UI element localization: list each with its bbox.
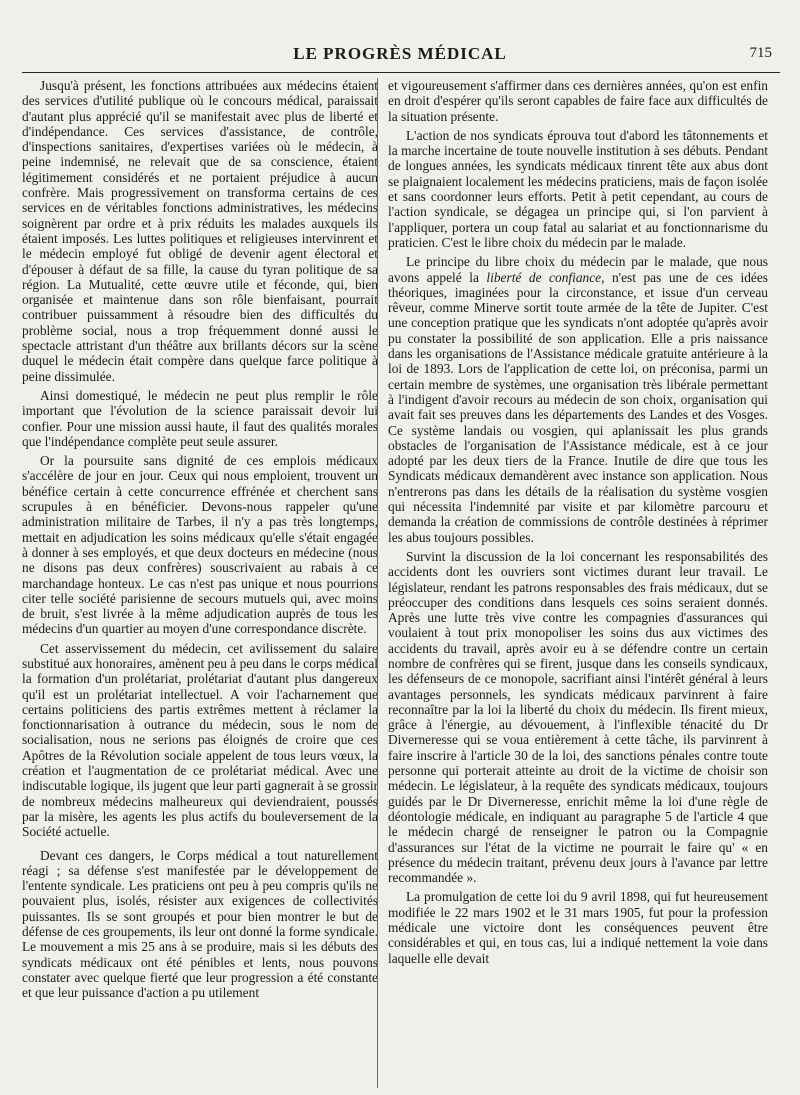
running-title: LE PROGRÈS MÉDICAL [293,44,507,63]
right-column [388,78,768,970]
paragraph: et vigoureusement s'affirmer dans ces dernières années, qu'on est enfin en droit d'espérer qu'ils seront capables de faire face aux difficultés de la situation présente. [388,78,768,124]
page-number: 715 [749,45,772,61]
emphasis-liberte-de-confiance: liberté de confiance [486,269,602,285]
paragraph: Or la poursuite sans dignité de ces emplois médicaux s'accélère de jour en jour. Ceux qui nous emploient, trouvent un bénéfice certain à cette concurrence effrénée et cherchent sans scrupules à en bénéficier. Devons-nous rappeler qu'une administration militaire de Tarbes, il n'y a pas très longtemps, mettait en adjudication les soins médicaux qu'elle s'était engagée à donner à ses employés, et que deux docteurs en médecine (nous ne disons pas deux confrères) souscrivaient au rabais à ce marchandage honteux. Le cas n'est pas unique et nous pourrions citer telle société parisienne de secours mutuels qui, avec moins de bruit, s'est livrée à la même adjudication auprès de tous les médecins d'un quartier au moyen d'une correspondance discrète. [22,453,378,637]
header-rule [22,72,780,73]
paragraph: L'action de nos syndicats éprouva tout d'abord les tâtonnements et la marche incertaine de toute nouvelle institution à ses débuts. Pendant de longues années, les syndicats médicaux tinrent tête aux abus dont se plaignaient localement les médecins praticiens, mais de façon isolée et sans coordonner leurs efforts. Petit à petit cependant, au cours de l'action syndicale, se dégagea un principe qui, si l'on parvient à l'appliquer, portera un coup fatal au salariat et au fonctionnarisme du praticien. C'est le libre choix du médecin par le malade. [388,127,768,250]
page-header [20,44,780,70]
paragraph: La promulgation de cette loi du 9 avril 1898, qui fut heureusement modifiée le 22 mars 1902 et le 31 mars 1905, fut pour la profession médicale une victoire dont les conséquences peuvent être considérables et qui, en tous cas, lui a indiqué nettement la voie dans laquelle elle devait [388,889,768,966]
paragraph [388,254,768,545]
paragraph: Devant ces dangers, le Corps médical a tout naturellement réagi ; sa défense s'est manifestée par le développement de l'entente syndicale. Les praticiens ont peu à peu compris qu'ils ne pouvaient plus, isolés, résister aux exigences de collectivités puissantes. Ils se sont groupés et pour bien montrer le but de défense de ces groupements, ils leur ont donné la forme syndicale. Le mouvement a mis 25 ans à se produire, mais si les débuts des syndicats médicaux ont été pénibles et lents, nous pouvons constater avec quelque fierté que leur progression a été constante et que leur puissance d'action a pu utilement [22,847,378,1001]
paragraph: Jusqu'à présent, les fonctions attribuées aux médecins étaient des services d'utilité publique où le concours médical, paraissait d'autant plus apprécié qu'il se manifestait avec plus de liberté et d'indépendance. Ces services d'assistance, de contrôle, d'inspections sanitaires, d'expertises variées où le médecin, à peine indemnisé, ne relevait que de sa conscience, étaient légitimement considérés et ne portaient préjudice à aucun confrère. Mais progressivement on transforma certains de ces services en de véritables fonctions administratives, les médecins soignèrent par ordre et à prix réduits les malades auxquels ils étaient imposés. Les luttes politiques et religieuses intervinrent et le médecin employé fut obligé de devenir agent électoral et d'épouser à défaut de sa fille, la cause du tyran politique de sa région. La Mutualité, cette œuvre utile et féconde, qui, bien organisée et maintenue dans son rôle bienfaisant, pourrait contribuer puissamment à résoudre bien des difficultés du problème social, nous a trop fréquemment donné aussi le spectacle attristant d'un théâtre aux brillants décors sur la scène duquel le médecin était compère dans quelque farce politique à peine dissimulée. [22,78,378,384]
left-column [22,78,378,1005]
paragraph: Ainsi domestiqué, le médecin ne peut plus remplir le rôle important que l'évolution de la science paraissait devoir lui confier. Pour une mission aussi haute, il faut des qualités morales que l'indépendance complète peut seule assurer. [22,387,378,449]
paragraph: Survint la discussion de la loi concernant les responsabilités des accidents dont les ouvriers sont victimes durant leur travail. Le législateur, rendant les patrons responsables des frais médicaux, dut se préoccuper des conditions dans lesquels ces soins seraient donnés. Après une lutte très vive contre les compagnies d'assurances qui voulaient à tout prix monopoliser les soins dus aux victimes des accidents du travail, après avoir eu à se défendre contre un certain nombre de confrères qui se firent, jusque dans les conseils syndicaux, les défenseurs de ce monopole, sacrifiant ainsi l'intérêt général à leurs avantages personnels, les syndicats médicaux parvinrent à faire reconnaître par la loi la liberté du choix du médecin. Ils firent mieux, grâce à l'énergie, au dévouement, à l'inflexible ténacité du Dr Diverneresse qui se voua entièrement à cette tâche, ils parvinrent à faire inscrire à l'article 30 de la loi, des sanctions pénales contre toute personne qui porterait atteinte au droit de la victime de choisir son médecin. Le législateur, à la requête des syndicats médicaux, toujours guidés par le Dr Diverneresse, enrichit même la loi d'une règle de déontologie médicale, en indiquant au paragraphe 5 de l'article 4 que le médecin chargé de renseigner le patron ou la Compagnie d'assurances sur l'état de la victime ne pourrait le faire qu' « en présence du médecin traitant, prévenu deux jours à l'avance par lettre recommandée ». [388,548,768,886]
paragraph-text: Le principe du libre choix du médecin par le malade, que nous avons appelé la [388,254,768,285]
paragraph: Cet asservissement du médecin, cet avilissement du salaire substitué aux honoraires, amènent peu à peu dans le corps médical la formation d'un prolétariat, prolétariat d'autant plus dangereux qu'il est un prolétariat intellectuel. A voir l'acharnement que certains politiciens des partis extrêmes mettent à réclamer la fonctionnarisation à outrance du médecin, sous le nom de socialisation, nous ne serions pas éloignés de croire que ces Apôtres de la Révolution sociale appelent de tous leurs vœux, la création et l'augmentation de ce prolétariat médical. Avec une indiscutable logique, ils jugent que leur parti gagnerait à se grossir de nombreux médecins malheureux qui deviendraient, poussés par la misère, les agents les plus actifs du bouleversement de la Société actuelle. [22,640,378,840]
column-divider [377,78,378,1088]
paragraph-text: , n'est pas une de ces idées théoriques, imaginées pour la circonstance, et issue d'un cerveau rêveur, comme Minerve sortit toute armée de la tête de Jupiter. C'est une conception pratique que les syndicats n'ont adoptée qu'après avoir pu constater la possibilité de son application. Elle a pris naissance dans les organisations de l'Assistance médicale gratuite antérieure à la loi de 1893. Lors de l'application de cette loi, on préconisa, parmi un certain membre de systèmes, une organisation très libérale permettant à l'indigent d'avoir recours au médecin de son choix, organisation qui avait fait ses preuves dans les départements des Landes et des Vosges. Ce système landais ou vosgien, qui aplanissait les plus grands obstacles de l'organisation de l'Assistance médicale, est à ce jour adopté par les deux tiers de la France. Inutile de dire que tous les Syndicats médicaux demandèrent avec instance son application. Nous n'entrerons pas dans les détails de la réalisation du système vosgien qui nécessita l'indemnité par visite et par kilomètre parcouru et demanda la création de commissions de contrôle destinées à réprimer les abus toujours possibles. [388,269,768,545]
